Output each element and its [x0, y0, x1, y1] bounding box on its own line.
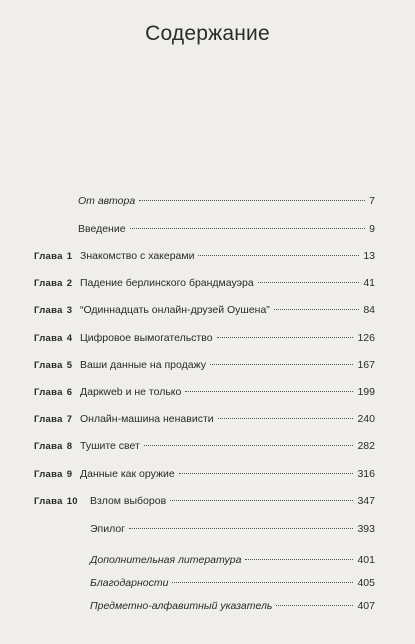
dot-leader	[129, 527, 353, 529]
chapter-label	[34, 412, 80, 428]
dot-leader	[218, 417, 354, 419]
page-number: 7	[369, 195, 375, 207]
entry-title: Даркweb и не только	[80, 386, 182, 398]
chapter-label	[34, 276, 80, 292]
entry-title: “Одиннадцать онлайн-друзей Оушена”	[80, 304, 270, 316]
chapter-number: 7	[66, 414, 73, 425]
toc-entry	[34, 193, 375, 209]
page-number: 347	[357, 495, 375, 507]
entry-title: Цифровое вымогательство	[80, 332, 213, 344]
page-title: Содержание	[145, 22, 270, 45]
entry-title: Падение берлинского брандмауэра	[80, 277, 254, 289]
page-number: 41	[363, 277, 375, 289]
dot-leader	[130, 227, 366, 229]
toc-entry	[34, 248, 375, 264]
page-number: 282	[357, 440, 375, 452]
toc-entry	[34, 221, 375, 237]
chapter-label	[34, 439, 80, 455]
toc-entry	[34, 275, 375, 291]
chapter-label	[34, 385, 80, 401]
entry-title: Знакомство с хакерами	[80, 250, 195, 262]
dot-leader	[217, 336, 354, 338]
page-number: 126	[357, 332, 375, 344]
entry-title: Введение	[78, 223, 126, 235]
dot-leader	[185, 390, 353, 392]
page-number: 84	[363, 304, 375, 316]
chapter-number: 6	[66, 387, 73, 398]
entry-title: От автора	[78, 195, 136, 207]
dot-leader	[276, 604, 353, 606]
dot-leader	[170, 499, 353, 501]
dot-leader	[144, 444, 354, 446]
toc-entry	[34, 302, 375, 318]
chapter-number: 5	[66, 360, 73, 371]
toc-entry	[34, 466, 375, 482]
page-number: 316	[357, 468, 375, 480]
chapter-label	[34, 331, 80, 347]
entry-title: Взлом выборов	[90, 495, 167, 507]
page-number: 393	[357, 523, 375, 535]
entry-title: Эпилог	[90, 523, 126, 535]
toc-entry	[34, 384, 375, 400]
chapter-word: Глава	[34, 360, 63, 371]
page-number: 9	[369, 223, 375, 235]
dot-leader	[139, 199, 365, 201]
toc-entry	[34, 330, 375, 346]
dot-leader	[210, 363, 354, 365]
toc-entry	[34, 493, 375, 509]
chapter-word: Глава	[34, 333, 63, 344]
chapter-number: 9	[66, 469, 73, 480]
entry-title: Благодарности	[90, 577, 169, 589]
page-number: 405	[357, 577, 375, 589]
dot-leader	[179, 472, 354, 474]
dot-leader	[198, 254, 359, 256]
chapter-word: Глава	[34, 414, 63, 425]
page-number: 240	[357, 413, 375, 425]
chapter-number: 3	[66, 305, 73, 316]
dot-leader	[245, 558, 353, 560]
chapter-label	[34, 358, 80, 374]
chapter-word: Глава	[34, 441, 63, 452]
chapter-number: 10	[66, 496, 78, 507]
chapter-word: Глава	[34, 469, 63, 480]
entry-title: Тушите свет	[80, 440, 140, 452]
toc-entry	[34, 411, 375, 427]
chapter-word: Глава	[34, 387, 63, 398]
dot-leader	[172, 581, 353, 583]
chapter-number: 4	[66, 333, 73, 344]
entry-title: Предметно-алфавитный указатель	[90, 600, 273, 612]
chapter-word: Глава	[34, 278, 63, 289]
chapter-number: 2	[66, 278, 73, 289]
toc-entry	[34, 552, 375, 568]
chapter-label	[34, 467, 80, 483]
entry-title: Ваши данные на продажу	[80, 359, 206, 371]
page-number: 401	[357, 554, 375, 566]
page-number: 407	[357, 600, 375, 612]
toc-entry	[34, 521, 375, 537]
dot-leader	[274, 308, 360, 310]
toc-entry	[34, 598, 375, 614]
toc-entry	[34, 575, 375, 591]
dot-leader	[258, 281, 360, 283]
toc-entry	[34, 357, 375, 373]
chapter-word: Глава	[34, 251, 63, 262]
entry-title: Данные как оружие	[80, 468, 175, 480]
chapter-number: 1	[66, 251, 73, 262]
page-number: 199	[357, 386, 375, 398]
chapter-number: 8	[66, 441, 73, 452]
chapter-label	[34, 494, 90, 510]
entry-title: Онлайн-машина ненависти	[80, 413, 214, 425]
chapter-word: Глава	[34, 496, 63, 507]
page-number: 13	[363, 250, 375, 262]
entry-title: Дополнительная литература	[90, 554, 242, 566]
page-number: 167	[357, 359, 375, 371]
chapter-word: Глава	[34, 305, 63, 316]
chapter-label	[34, 249, 80, 265]
chapter-label	[34, 303, 80, 319]
toc-entry	[34, 438, 375, 454]
